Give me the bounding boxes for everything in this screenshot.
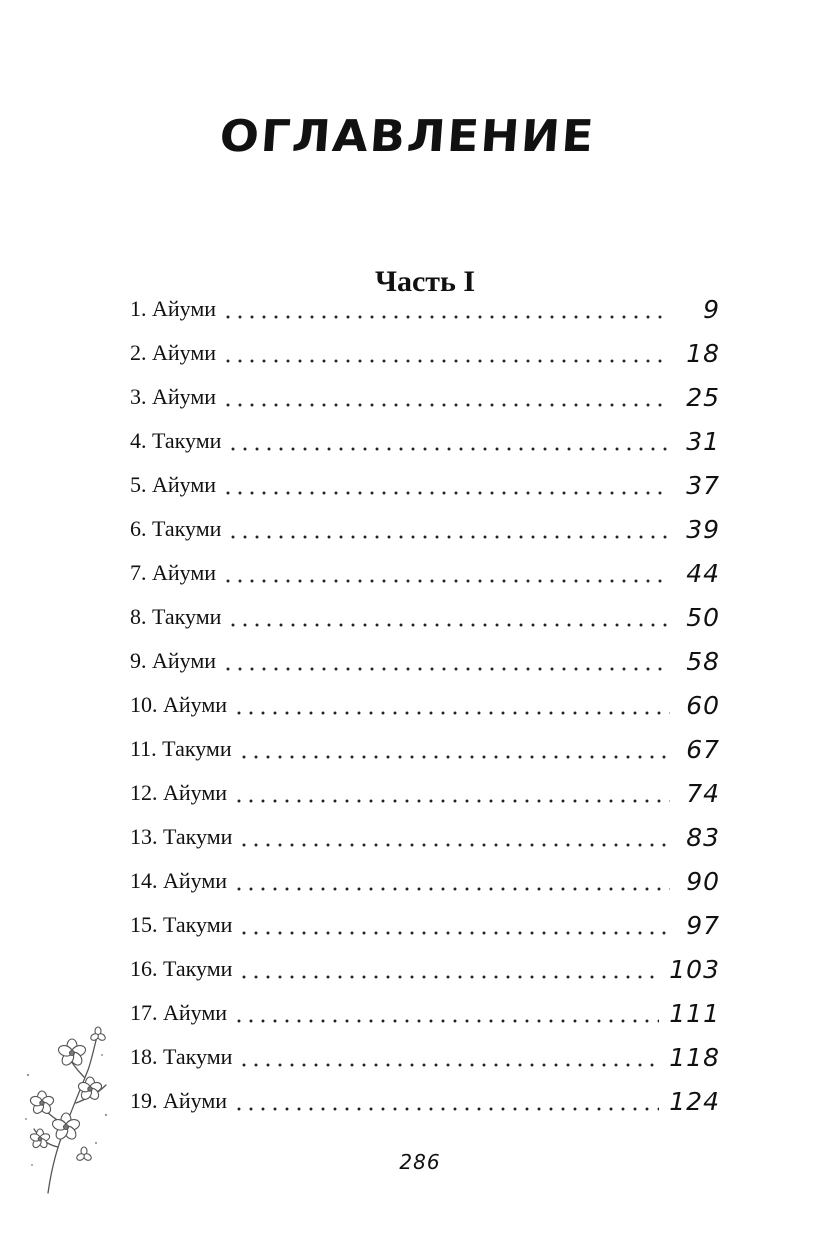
toc-entry-page: 111 xyxy=(669,998,720,1028)
dot-leader xyxy=(222,386,670,408)
toc-entry-page: 44 xyxy=(686,558,720,588)
dot-leader xyxy=(227,518,670,540)
toc-entry-label: 2. Айуми xyxy=(130,340,217,365)
dot-leader xyxy=(238,958,659,980)
toc-entry xyxy=(130,331,720,375)
toc-entry-page: 39 xyxy=(686,514,720,544)
toc-entry-page: 31 xyxy=(686,426,720,456)
toc-entry-label: 7. Айуми xyxy=(130,560,217,585)
dot-leader xyxy=(238,1046,659,1068)
dot-leader xyxy=(233,782,670,804)
toc-entry-label: 18. Такуми xyxy=(130,1044,233,1069)
dot-leader xyxy=(233,1002,659,1024)
toc-entry xyxy=(130,903,720,947)
toc-entry-page: 50 xyxy=(686,602,720,632)
toc-entry-label: 16. Такуми xyxy=(130,956,233,981)
toc-entry-page: 90 xyxy=(686,866,720,896)
dot-leader xyxy=(222,650,670,672)
toc-entry-page: 74 xyxy=(686,778,720,808)
toc-entry-label: 15. Такуми xyxy=(130,912,233,937)
toc-entry-label: 11. Такуми xyxy=(130,736,232,761)
toc-entry xyxy=(130,727,720,771)
toc-entry xyxy=(130,419,720,463)
toc-entry-label: 13. Такуми xyxy=(130,824,233,849)
toc-entry-label: 8. Такуми xyxy=(130,604,222,629)
table-of-contents xyxy=(130,287,720,1123)
toc-entry-label: 12. Айуми xyxy=(130,780,228,805)
toc-entry-label: 3. Айуми xyxy=(130,384,217,409)
toc-entry xyxy=(130,639,720,683)
toc-entry xyxy=(130,815,720,859)
toc-entry-page: 118 xyxy=(669,1042,720,1072)
dot-leader xyxy=(227,606,670,628)
toc-entry-page: 103 xyxy=(669,954,720,984)
toc-entry xyxy=(130,947,720,991)
page-number: 286 xyxy=(399,1150,441,1174)
toc-entry-label: 14. Айуми xyxy=(130,868,228,893)
dot-leader xyxy=(222,342,670,364)
toc-entry-page: 25 xyxy=(686,382,720,412)
page-title: ОГЛАВЛЕНИЕ xyxy=(217,110,598,162)
toc-entry-page: 83 xyxy=(686,822,720,852)
toc-entry-page: 58 xyxy=(686,646,720,676)
dot-leader xyxy=(233,694,670,716)
toc-entry-page: 60 xyxy=(686,690,720,720)
toc-entry xyxy=(130,991,720,1035)
toc-entry xyxy=(130,551,720,595)
dot-leader xyxy=(238,826,670,848)
dot-leader xyxy=(233,870,670,892)
toc-entry xyxy=(130,595,720,639)
toc-entry xyxy=(130,1035,720,1079)
toc-entry-page: 97 xyxy=(686,910,720,940)
toc-entry xyxy=(130,375,720,419)
toc-entry-label: 4. Такуми xyxy=(130,428,222,453)
toc-entry-label: 17. Айуми xyxy=(130,1000,228,1025)
toc-entry-page: 37 xyxy=(686,470,720,500)
toc-entry xyxy=(130,1079,720,1123)
dot-leader xyxy=(227,430,670,452)
dot-leader xyxy=(238,738,670,760)
dot-leader xyxy=(222,298,670,320)
dot-leader xyxy=(222,562,670,584)
toc-entry xyxy=(130,507,720,551)
toc-entry-label: 6. Такуми xyxy=(130,516,222,541)
part-title: Часть I xyxy=(374,264,476,298)
toc-entry-label: 9. Айуми xyxy=(130,648,217,673)
toc-entry-page: 67 xyxy=(686,734,720,764)
toc-entry-page: 18 xyxy=(686,338,720,368)
toc-entry xyxy=(130,683,720,727)
dot-leader xyxy=(222,474,670,496)
toc-entry xyxy=(130,287,720,331)
toc-entry xyxy=(130,771,720,815)
toc-entry-page: 124 xyxy=(669,1086,720,1116)
toc-entry-label: 19. Айуми xyxy=(130,1088,228,1113)
toc-entry-label: 10. Айуми xyxy=(130,692,228,717)
dot-leader xyxy=(233,1090,659,1112)
toc-entry xyxy=(130,463,720,507)
toc-entry-page: 9 xyxy=(703,294,720,324)
toc-entry xyxy=(130,859,720,903)
dot-leader xyxy=(238,914,670,936)
toc-entry-label: 5. Айуми xyxy=(130,472,217,497)
toc-entry-label: 1. Айуми xyxy=(130,296,217,321)
